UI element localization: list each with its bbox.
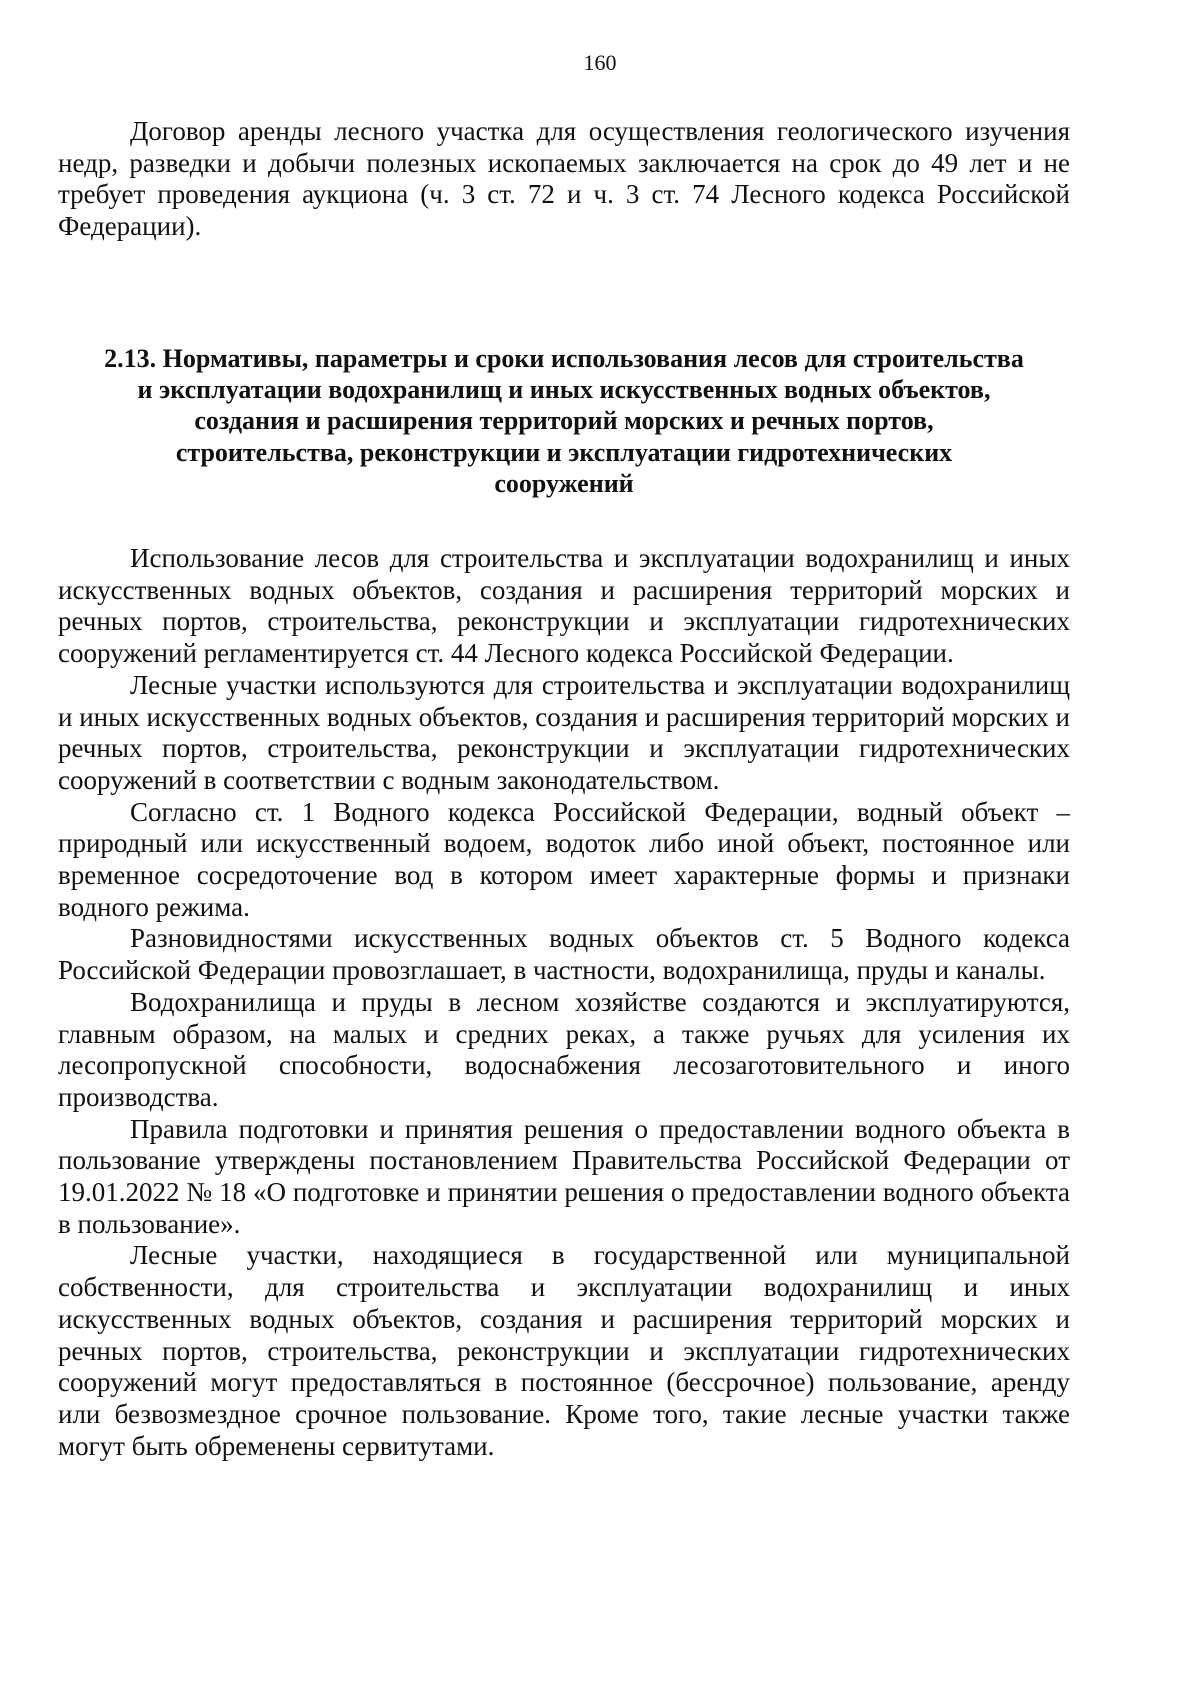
section-heading-line: и эксплуатации водохранилищ и иных искусственных водных объектов, xyxy=(137,375,991,405)
section-heading-line: 2.13. Нормативы, параметры и сроки использования лесов для строительства xyxy=(104,344,1024,373)
body-paragraph: Согласно ст. 1 Водного кодекса Российской Федерации, водный объект – природный или искусственный водоем, водоток либо иной объект, постоянное или временное сосредоточение вод в котором имеет характерные формы и признаки водного режима. xyxy=(58,796,1070,922)
section-heading xyxy=(58,343,1070,499)
section-heading-line: сооружений xyxy=(494,468,634,498)
page-number: 160 xyxy=(583,50,617,75)
intro-block xyxy=(58,116,1070,243)
section-body xyxy=(58,543,1070,1462)
intro-paragraph: Договор аренды лесного участка для осуществления геологического изучения недр, разведки и добычи полезных ископаемых заключается на срок до 49 лет и не требует проведения аукциона (ч. 3 ст. 72 и ч. 3 ст. 74 Лесного кодекса Российской Федерации). xyxy=(58,116,1070,242)
body-paragraph: Лесные участки используются для строительства и эксплуатации водохранилищ и иных искусственных водных объектов, создания и расширения территорий морских и речных портов, строительства, реконструкции и эксплуатации гидротехнических сооружений в соответствии с водным законодательством. xyxy=(58,669,1070,795)
body-paragraph: Водохранилища и пруды в лесном хозяйстве создаются и эксплуатируются, главным образом, на малых и средних реках, а также ручьях для усиления их лесопропускной способности, водоснабжения лесозаготовительного и иного производства. xyxy=(58,986,1070,1112)
section-heading-line: строительства, реконструкции и эксплуатации гидротехнических xyxy=(175,437,953,467)
body-paragraph: Лесные участки, находящиеся в государственной или муниципальной собственности, для строительства и эксплуатации водохранилищ и иных искусственных водных объектов, создания и расширения территорий морских и речных портов, строительства, реконструкции и эксплуатации гидротехнических сооружений могут предоставляться в постоянное (бессрочное) пользование, аренду или безвозмездное срочное пользование. Кроме того, такие лесные участки также могут быть обременены сервитутами. xyxy=(58,1240,1070,1461)
body-paragraph: Разновидностями искусственных водных объектов ст. 5 Водного кодекса Российской Федерации провозглашает, в частности, водохранилища, пруды и каналы. xyxy=(58,923,1070,986)
body-paragraph: Правила подготовки и принятия решения о предоставлении водного объекта в пользование утверждены постановлением Правительства Российской Федерации от 19.01.2022 № 18 «О подготовке и принятии решения о предоставлении водного объекта в пользование». xyxy=(58,1113,1070,1239)
section-heading-line: создания и расширения территорий морских и речных портов, xyxy=(194,406,934,436)
body-paragraph: Использование лесов для строительства и эксплуатации водохранилищ и иных искусственных водных объектов, создания и расширения территорий морских и речных портов, строительства, реконструкции и эксплуатации гидротехнических сооружений регламентируется ст. 44 Лесного кодекса Российской Федерации. xyxy=(58,543,1070,669)
